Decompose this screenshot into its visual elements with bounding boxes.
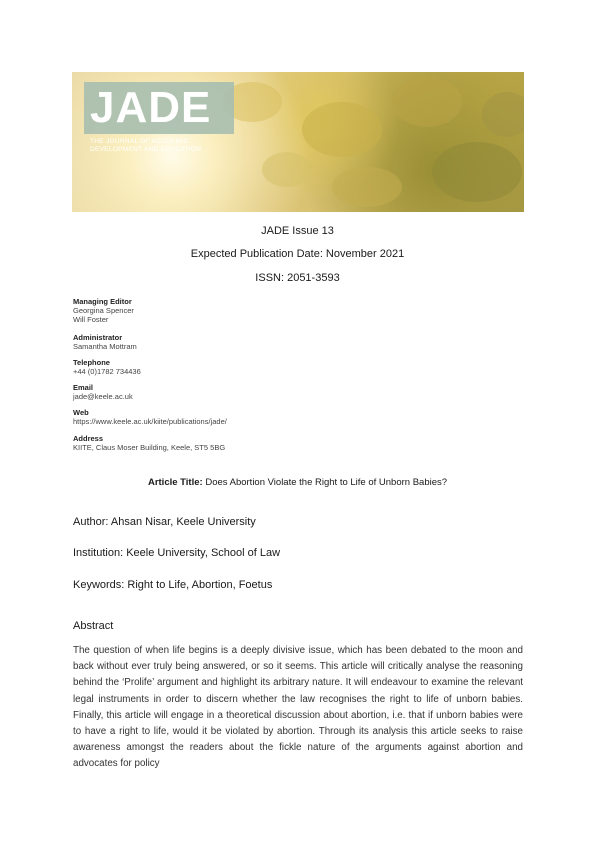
abstract-text: The question of when life begins is a deeply divisive issue, which has been debated to the moon and back without ever truly being answered, or so it seems. This article will critically analyse the reasoning behind the ‘Prolife’ argument and highlight its arbitrary nature. It will endeavour to examine the relevant legal instruments in order to discern whether the law recognises the right to life of unborn babies. Finally, this article will engage in a theoretical discussion about abortion, i.e. that if unborn babies were to have a right to life, would it be violated by abortion. Through its analysis this article seeks to raise awareness amongst the readers about the fickle nature of the arguments against abortion and advocates for policy xyxy=(73,645,523,770)
foliage-decoration xyxy=(262,152,312,187)
address-label: Address xyxy=(73,434,104,443)
article-title-label: Article Title: xyxy=(147,477,203,488)
publication-date: Expected Publication Date: November 2021 xyxy=(190,248,405,260)
managing-editor-name: Georgina Spencer xyxy=(73,306,134,315)
jade-logo: JADE xyxy=(90,83,212,132)
web-label: Web xyxy=(73,408,89,417)
administrator-name: Samantha Mottram xyxy=(73,342,137,351)
telephone-block xyxy=(73,358,141,376)
email-label: Email xyxy=(73,383,94,392)
abstract-heading: Abstract xyxy=(73,620,114,632)
foliage-decoration xyxy=(432,142,522,202)
email-block xyxy=(73,383,133,401)
issn: ISSN: 2051-3593 xyxy=(255,272,340,284)
telephone-value: +44 (0)1782 734436 xyxy=(73,367,141,376)
logo-subtitle-line1: THE JOURNAL OF ACADEMIC xyxy=(90,138,189,145)
logo-subtitle xyxy=(90,138,260,154)
logo-subtitle-line2: DEVELOPMENT AND EDUCATION xyxy=(90,146,202,153)
managing-editor-block xyxy=(73,297,134,324)
institution: Institution: Keele University, School of Law xyxy=(73,547,281,559)
journal-banner xyxy=(72,72,524,212)
author: Author: Ahsan Nisar, Keele University xyxy=(73,516,256,528)
foliage-decoration xyxy=(482,92,524,137)
administrator-block xyxy=(73,333,137,351)
foliage-decoration xyxy=(392,77,462,127)
address-block xyxy=(73,434,225,452)
address-value: KIITE, Claus Moser Building, Keele, ST5 5BG xyxy=(73,443,226,452)
managing-editor-name: Will Foster xyxy=(73,315,109,324)
issue-title: JADE Issue 13 xyxy=(261,225,334,237)
web-link[interactable]: https://www.keele.ac.uk/kiite/publications/jade/ xyxy=(73,417,227,426)
managing-editor-label: Managing Editor xyxy=(73,297,132,306)
foliage-decoration xyxy=(332,167,402,207)
email-link[interactable]: jade@keele.ac.uk xyxy=(73,392,133,401)
keywords: Keywords: Right to Life, Abortion, Foetus xyxy=(73,579,273,591)
web-block xyxy=(73,408,227,426)
article-title-text: Does Abortion Violate the Right to Life of Unborn Babies? xyxy=(202,477,448,488)
article-title xyxy=(0,477,595,488)
administrator-label: Administrator xyxy=(73,333,123,342)
telephone-label: Telephone xyxy=(73,358,110,367)
foliage-decoration xyxy=(302,102,382,157)
